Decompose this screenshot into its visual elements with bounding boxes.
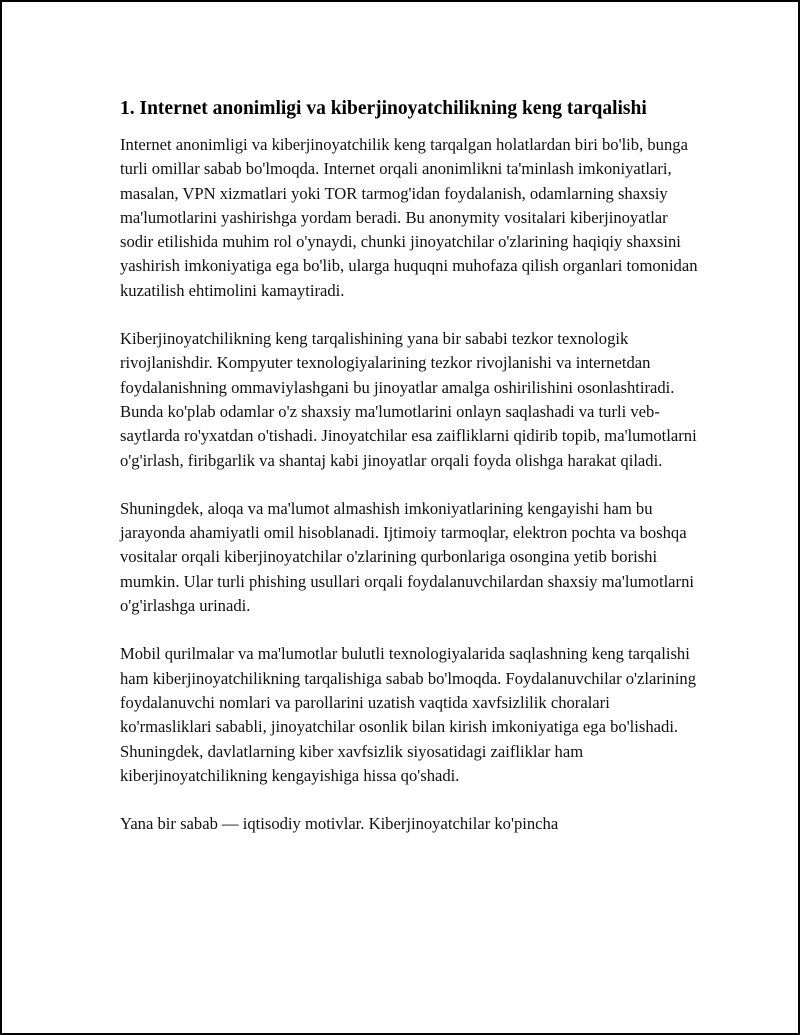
paragraph-mobile-cloud: Mobil qurilmalar va ma'lumotlar bulutli texnologiyalarida saqlashning keng tarqalishi ham kiberjinoyatchilikning tarqalishiga sabab bo'lmoqda. Foydalanuvchilar o'zlarining foydalanuvchi nomlari va parollarini uzatish vaqtida xavfsizlilik choralari ko'rmasliklari sababli, jinoyatchilar osonlik bilan kirish imkoniyatiga ega bo'lishadi. Shuningdek, davlatlarning kiber xavfsizlik siyosatidagi zaifliklar ham kiberjinoyatchilikning kengayishiga hissa qo'shadi.	[120, 644, 697, 785]
paragraph-economic-motives: Yana bir sabab — iqtisodiy motivlar. Kiberjinoyatchilar ko'pincha	[120, 814, 559, 834]
paragraph-tech-development: Kiberjinoyatchilikning keng tarqalishining yana bir sababi tezkor texnologik rivojlanishdir. Kompyuter texnologiyalarining tezkor rivojlanishi va internetdan foydalanishning ommaviylashgani bu jinoyatlar amalga oshirilishini osonlashtiradi. Bunda ko'plab odamlar o'z shaxsiy ma'lumotlarini onlayn saqlashadi va turli veb-saytlarda ro'yxatdan o'tishadi. Jinoyatchilar esa zaifliklarni qidirib topib, ma'lumotlarni o'g'irlash, firibgarlik va shantaj kabi jinoyatlar orqali foyda olishga harakat qiladi.	[120, 329, 697, 470]
section-heading: 1. Internet anonimligi va kiberjinoyatchilikning keng tarqalishi	[120, 98, 647, 119]
paragraph-anonymity: Internet anonimligi va kiberjinoyatchilik keng tarqalgan holatlardan biri bo'lib, bunga turli omillar sabab bo'lmoqda. Internet orqali anonimlikni ta'minlash imkoniyatlari, masalan, VPN xizmatlari yoki TOR tarmog'idan foydalanish, odamlarning shaxsiy ma'lumotlarini yashirishga yordam beradi. Bu anonymity vositalari kiberjinoyatlar sodir etilishida muhim rol o'ynaydi, chunki jinoyatchilar o'zlarining haqiqiy shaxsini yashirish imkoniyatiga ega bo'lib, ularga huquqni muhofaza qilish organlari tomonidan kuzatilish ehtimolini kamaytiradi.	[120, 135, 698, 300]
document-body	[120, 96, 700, 836]
paragraph-communication: Shuningdek, aloqa va ma'lumot almashish imkoniyatlarining kengayishi ham bu jarayonda ahamiyatli omil hisoblanadi. Ijtimoiy tarmoqlar, elektron pochta va boshqa vositalar orqali kiberjinoyatchilar o'zlarining qurbonlariga osongina yetib borishi mumkin. Ular turli phishing usullari orqali foydalanuvchilardan shaxsiy ma'lumotlarni o'g'irlashga urinadi.	[120, 498, 694, 616]
